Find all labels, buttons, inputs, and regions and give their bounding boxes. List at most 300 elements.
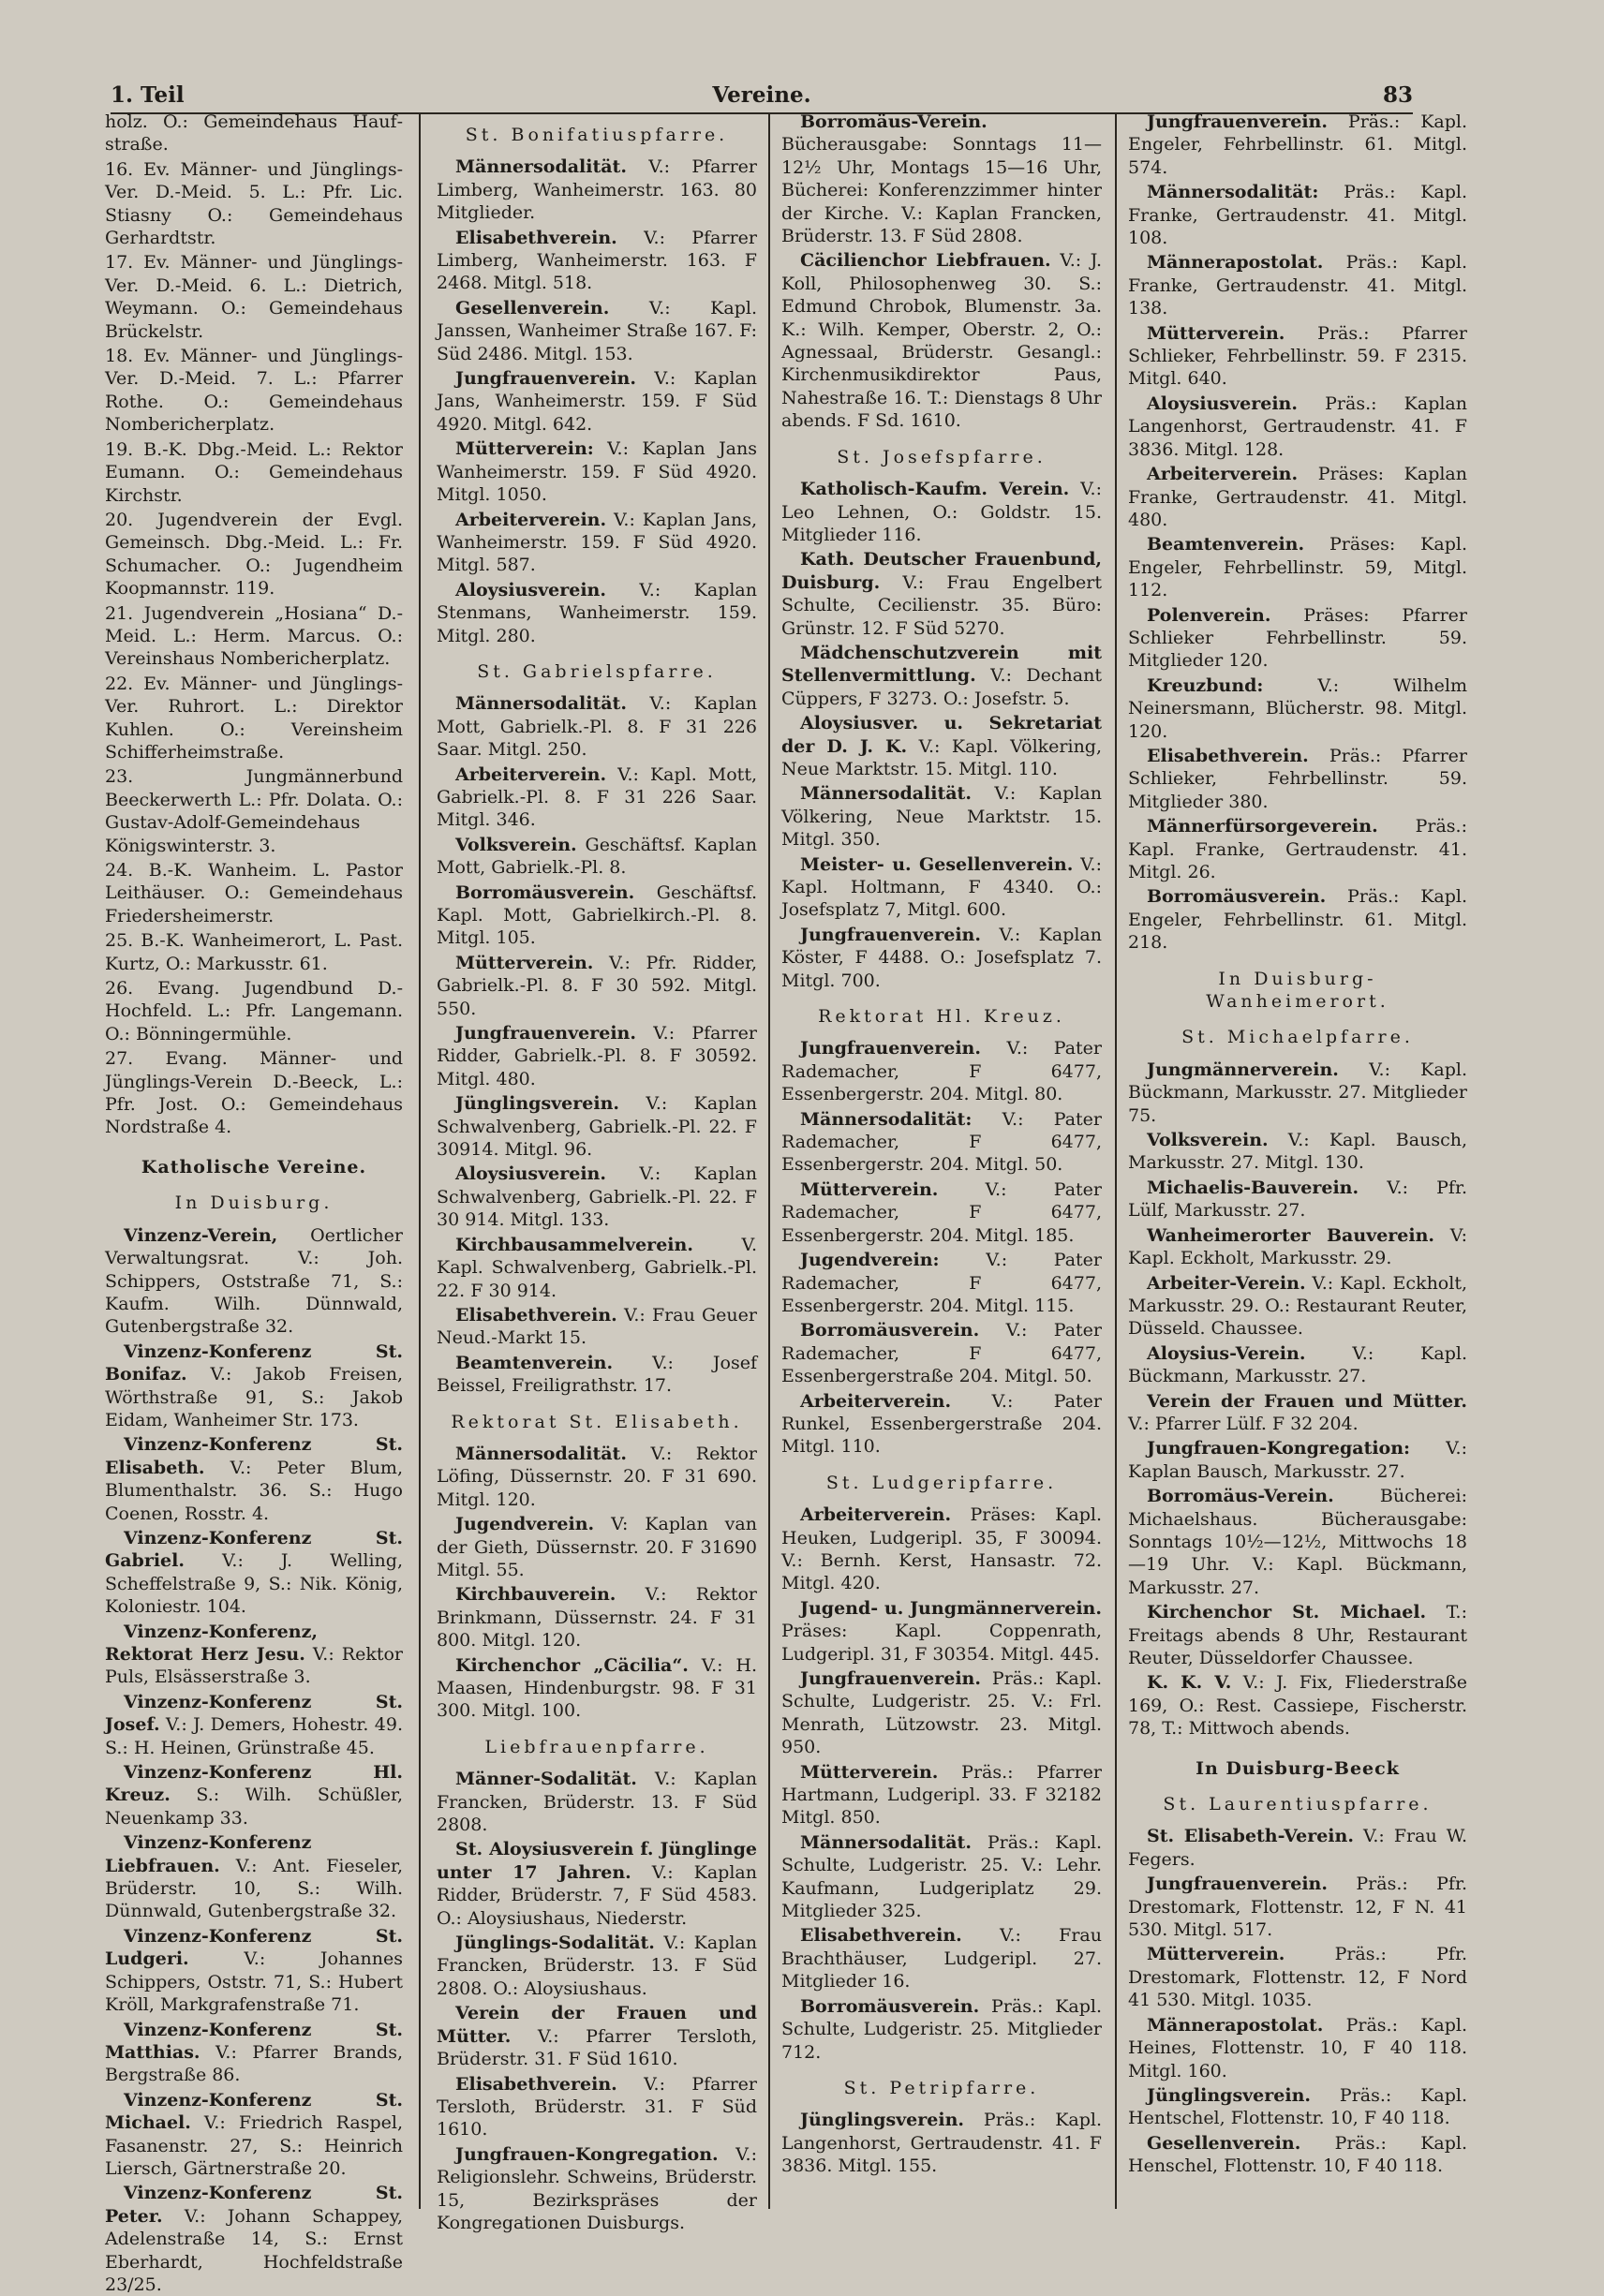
directory-entry	[1128, 533, 1467, 601]
entry-text: Liebfrauenpfarre.	[484, 1736, 709, 1757]
entry-name: Borromäusverein.	[800, 1995, 980, 2017]
entry-name: Vinzenz-Konferenz, Rektorat Herz Jesu.	[105, 1621, 318, 1665]
entry-text: 21. Jugendverein „Hosiana“ D.-Meid. L.: Herm. Marcus. O.: Vereinshaus Nombericherplatz.	[105, 602, 403, 670]
page-header	[111, 82, 1413, 114]
entry-text: V.: Kaplan Stenmans, Wanheimerstr. 159. Mitgl. 280.	[437, 579, 757, 646]
entry-text: V.: Pfarrer Ridder, Gabrielk.-Pl. 8. F 30592. Mitgl. 480.	[437, 1023, 757, 1089]
directory-entry	[781, 1037, 1102, 1105]
entry-text: V.: Jakob Freisen, Wörthstraße 91, S.: Jakob Eidam, Wanheimer Str. 173.	[105, 1364, 403, 1430]
entry-text: V.: J. Welling, Scheffelstraße 9, S.: Nik. König, Koloniestr. 104.	[105, 1550, 403, 1618]
entry-name: Männersodalität.	[800, 1831, 972, 1853]
entry-name: Arbeiterverein.	[800, 1390, 952, 1412]
entry-text: Oertlicher Verwaltungsrat. V.: Joh. Schippers, Oststraße 71, S.: Kaufm. Wilh. Dünnwald, Gutenbergstraße 32.	[105, 1224, 403, 1338]
directory-entry	[1128, 2132, 1467, 2178]
entry-text: St. Bonifatiuspfarre.	[465, 125, 729, 145]
entry-text: Präs.: Kapl. Franke, Gertraudenstr. 41. Mitgl. 26.	[1128, 816, 1467, 882]
entry-text: V.: Rektor Brinkmann, Düssernstr. 24. F 31 800. Mitgl. 120.	[437, 1584, 757, 1652]
directory-entry	[781, 478, 1102, 546]
column-divider	[419, 114, 421, 2209]
entry-text: V.: Pater Rademacher, F 6477, Essenbergerstr. 204. Mitgl. 80.	[781, 1038, 1102, 1105]
directory-entry	[105, 1527, 403, 1619]
entry-text: V.: Pfr. Lülf, Markusstr. 27.	[1128, 1177, 1467, 1222]
entry-text: V.: Kaplan Mott, Gabrielk.-Pl. 8. F 31 226 Saar. Mitgl. 250.	[437, 693, 757, 761]
section-heading	[781, 446, 1102, 468]
entry-text: Präs.: Pfarrer Hartmann, Ludgeripl. 33. F 32182 Mitgl. 850.	[781, 1761, 1102, 1829]
section-heading	[437, 660, 757, 683]
directory-entry	[1128, 251, 1467, 319]
entry-name: Aloysiusver. u. Sekretariat der D. J. K.	[781, 713, 1102, 757]
entry-text: St. Ludgeripfarre.	[825, 1472, 1058, 1493]
entry-name: Meister- u. Gesellenverein.	[800, 853, 1074, 875]
entry-text: Bücherei: Michaelshaus. Bücherausgabe: Sonntags 10½—12½, Mittwochs 18—19 Uhr. V.: Kapl. Bückmann, Markusstr. 27.	[1128, 1486, 1467, 1598]
entry-text: V.: Pater Rademacher, F 6477, Essenbergerstr. 204. Mitgl. 185.	[781, 1178, 1102, 1246]
entry-text: V.: Kaplan Köster, F 4488. O.: Josefsplatz 7. Mitgl. 700.	[781, 924, 1102, 991]
directory-entry	[1128, 885, 1467, 954]
directory-entry	[1128, 1943, 1467, 2011]
directory-entry	[105, 1433, 403, 1525]
directory-entry	[437, 1163, 757, 1231]
entry-text: Präs.: Kapl. Franke, Gertraudenstr. 41. Mitgl. 138.	[1128, 252, 1467, 319]
entry-text: V.: Frau Engelbert Schulte, Cecilienstr. 35. Büro: Grünstr. 12. F Süd 5270.	[781, 571, 1102, 639]
entry-text: holz. O.: Gemeindehaus Haufstraße.	[105, 111, 403, 156]
section-heading	[781, 2077, 1102, 2099]
entry-text: V.: Kapl. Bausch, Markusstr. 27. Mitgl. 130.	[1128, 1130, 1467, 1174]
directory-entry	[781, 1597, 1102, 1666]
entry-name: Jünglingsverein.	[1147, 2084, 1312, 2106]
directory-entry	[437, 1022, 757, 1090]
entry-text: 19. B.-K. Dbg.-Meid. L.: Rektor Eumann. O.: Gemeindehaus Kirchstr.	[105, 438, 403, 506]
entry-name: Mütterverein.	[1147, 322, 1285, 344]
directory-entry	[437, 227, 757, 295]
entry-name: Männersodalität.	[800, 783, 972, 805]
entry-text: V.: Josef Beissel, Freiligrathstr. 17.	[437, 1352, 757, 1397]
numbered-entry	[105, 111, 403, 156]
entry-name: Arbeiterverein.	[455, 763, 607, 785]
directory-entry	[1128, 393, 1467, 461]
column-2	[437, 111, 757, 2233]
entry-text: Präses: Kapl. Heuken, Ludgeripl. 35, F 30094. V.: Bernh. Kerst, Hansastr. 72. Mitgl. 420.	[781, 1504, 1102, 1594]
directory-entry	[437, 1513, 757, 1581]
entry-text: Präs.: Kapl. Schulte, Ludgeristr. 25. V.: Frl. Menrath, Lützowstr. 23. Mitgl. 950.	[781, 1668, 1102, 1758]
entry-text: Rektorat St. Elisabeth.	[451, 1411, 743, 1432]
entry-name: Vinzenz-Konferenz St. Michael.	[105, 2089, 403, 2134]
entry-text: V.: Pfr. Ridder, Gabrielk.-Pl. 8. F 30 592. Mitgl. 550.	[437, 952, 757, 1019]
entry-text: V.: H. Maasen, Hindenburgstr. 98. F 31 300. Mitgl. 100.	[437, 1654, 757, 1722]
entry-name: Gesellenverein.	[455, 297, 610, 318]
directory-entry	[105, 2182, 403, 2296]
entry-text: V.: Pfarrer Limberg, Wanheimerstr. 163. F 2468. Mitgl. 518.	[437, 227, 757, 294]
directory-entry	[781, 1178, 1102, 1247]
entry-name: Gesellenverein.	[1147, 2132, 1301, 2154]
entry-name: Kath. Deutscher Frauenbund, Duisburg.	[781, 549, 1102, 593]
page-number: 83	[1382, 82, 1413, 108]
directory-entry	[437, 509, 757, 577]
entry-name: Verein der Frauen und Mütter.	[437, 2003, 757, 2047]
entry-text: V: Kapl. Eckholt, Markusstr. 29.	[1128, 1224, 1467, 1269]
directory-entry	[105, 1341, 403, 1432]
entry-text: V.: Peter Blum, Blumenthalstr. 36. S.: Hugo Coenen, Rosstr. 4.	[105, 1457, 403, 1524]
entry-name: Mütterverein.	[455, 952, 594, 973]
directory-entry	[437, 1304, 757, 1350]
directory-entry	[105, 1925, 403, 2017]
directory-entry	[781, 1667, 1102, 1759]
entry-name: Arbeiterverein.	[455, 509, 607, 530]
directory-entry	[105, 1224, 403, 1339]
column-divider	[768, 114, 770, 2209]
directory-entry	[1128, 1177, 1467, 1222]
column-1	[105, 111, 403, 2295]
directory-entry	[1128, 322, 1467, 391]
entry-text: Bücherausgabe: Sonntags 11—12½ Uhr, Montags 15—16 Uhr, Bücherei: Konferenzzimmer hinter der Kirche. V.: Kaplan Francken, Brüderstr. 13. F Süd 2808.	[781, 134, 1102, 247]
entry-text: V.: Religionslehr. Schweins, Brüderstr. 15, Bezirkspräses der Kongregationen Duisburgs.	[437, 2143, 757, 2233]
entry-name: Beamtenverein.	[455, 1352, 614, 1373]
entry-text: Präs.: Kapl. Langenhorst, Gertraudenstr. 41. F 3836. Mitgl. 155.	[781, 2110, 1102, 2177]
entry-name: Männerfürsorgeverein.	[1147, 816, 1378, 837]
entry-name: Borromäus-Verein.	[800, 111, 988, 132]
entry-name: Kirchenchor „Cäcilia“.	[455, 1654, 689, 1676]
entry-text: Präs.: Pfarrer Schlieker, Fehrbellinstr. 59. F 2315. Mitgl. 640.	[1128, 322, 1467, 390]
entry-text: V.: J. Demers, Hohestr. 49. S.: H. Heinen, Grünstraße 45.	[105, 1714, 403, 1758]
directory-entry	[1128, 1601, 1467, 1669]
entry-text: St. Josefspfarre.	[837, 446, 1047, 467]
entry-name: Beamtenverein.	[1147, 534, 1305, 555]
entry-name: Vinzenz-Konferenz St. Matthias.	[105, 2019, 403, 2063]
entry-name: Jünglingsverein.	[800, 2110, 965, 2131]
part-label: 1. Teil	[111, 82, 185, 108]
directory-entry	[781, 1831, 1102, 1923]
directory-entry	[1128, 1224, 1467, 1270]
entry-name: Wanheimerorter Bauverein.	[1147, 1224, 1435, 1246]
section-heading	[437, 1736, 757, 1758]
entry-name: Elisabethverein.	[455, 2073, 617, 2095]
entry-text: V.: Pater Rademacher, F 6477, Essenbergerstr. 204. Mitgl. 115.	[781, 1250, 1102, 1316]
entry-text: Geschäftsf. Kapl. Mott, Gabrielkirch.-Pl. 8. Mitgl. 105.	[437, 881, 757, 949]
directory-entry	[437, 1583, 757, 1652]
entry-name: Arbeiter-Verein.	[1147, 1272, 1306, 1294]
directory-entry	[105, 2019, 403, 2087]
directory-entry	[1128, 1272, 1467, 1341]
entry-name: Vinzenz-Konferenz St. Bonifaz.	[105, 1341, 403, 1385]
entry-name: Jungfrauenverein.	[800, 1038, 981, 1059]
entry-text: 23. Jungmännerbund Beeckerwerth L.: Pfr. Dolata. O.: Gustav-Adolf-Gemeindehaus Königswinterstr. 3.	[105, 766, 403, 856]
directory-entry	[1128, 1059, 1467, 1127]
entry-text: V.: Pfarrer Limberg, Wanheimerstr. 163. 80 Mitglieder.	[437, 156, 757, 224]
directory-entry	[437, 367, 757, 436]
section-heading	[105, 1192, 403, 1214]
directory-entry	[437, 1768, 757, 1836]
entry-name: Vinzenz-Konferenz St. Gabriel.	[105, 1527, 403, 1572]
entry-name: Vinzenz-Konferenz St. Elisabeth.	[105, 1434, 403, 1478]
numbered-entry	[105, 158, 403, 250]
entry-name: Männersodalität.	[455, 156, 627, 178]
entry-text: Präs.: Kapl. Schulte, Ludgeristr. 25. V.: Lehr. Kaufmann, Ludgeriplatz 29. Mitglieder 325.	[781, 1831, 1102, 1922]
entry-name: Jugendverein:	[800, 1250, 940, 1271]
directory-entry	[1128, 745, 1467, 813]
entry-text: V.: Friedrich Raspel, Fasanenstr. 27, S.: Heinrich Liersch, Gärtnerstraße 20.	[105, 2112, 403, 2179]
directory-entry	[1128, 463, 1467, 531]
entry-name: Borromäusverein.	[1147, 886, 1327, 908]
directory-entry	[781, 111, 1102, 247]
directory-entry	[437, 579, 757, 647]
directory-entry	[1128, 1485, 1467, 1599]
entry-text: Präs.: Kapl. Schulte, Ludgeristr. 25. Mitglieder 712.	[781, 1995, 1102, 2063]
entry-name: Vinzenz-Konferenz St. Ludgeri.	[105, 1925, 403, 1970]
entry-text: V.: Pfarrer Lülf. F 32 204.	[1128, 1413, 1359, 1434]
entry-name: Männerapostolat.	[1147, 2014, 1324, 2036]
entry-name: Borromäusverein.	[800, 1320, 980, 1341]
entry-name: Männersodalität.	[455, 1443, 627, 1464]
directory-entry	[781, 853, 1102, 922]
entry-text: St. Petripfarre.	[843, 2077, 1040, 2098]
entry-text: V.: Johann Schappey, Adelenstraße 14, S.: Ernst Eberhardt, Hochfeldstraße 23/25.	[105, 2205, 403, 2295]
entry-name: Kreuzbund:	[1147, 674, 1264, 696]
entry-text: V. Kapl. Schwalvenberg, Gabrielk.-Pl. 22. F 30 914.	[437, 1234, 757, 1301]
entry-name: Jungfrauenverein.	[1147, 111, 1328, 132]
entry-name: Arbeiterverein.	[1147, 464, 1299, 485]
directory-entry	[1128, 1342, 1467, 1388]
directory-entry	[781, 1504, 1102, 1595]
entry-name: Vinzenz-Konferenz Hl. Kreuz.	[105, 1762, 403, 1806]
entry-name: Männersodalität:	[1147, 182, 1319, 203]
directory-entry	[437, 156, 757, 224]
numbered-entry	[105, 673, 403, 764]
entry-name: Jungfrauenverein.	[1147, 1874, 1328, 1895]
numbered-entry	[105, 602, 403, 671]
entry-text: V.: Kaplan Ridder, Brüderstr. 7, F Süd 4583. O.: Aloysiushaus, Niederstr.	[437, 1861, 757, 1929]
entry-name: Kirchbauverein.	[455, 1584, 616, 1606]
entry-name: Kirchenchor St. Michael.	[1147, 1602, 1427, 1623]
numbered-entry	[105, 977, 403, 1045]
entry-text: V.: Leo Lehnen, O.: Goldstr. 15. Mitglieder 116.	[781, 479, 1102, 545]
directory-entry	[437, 952, 757, 1020]
entry-name: Vinzenz-Verein,	[124, 1224, 278, 1246]
entry-name: Männersodalität:	[800, 1108, 973, 1130]
entry-text: V.: Kaplan Schwalvenberg, Gabrielk.-Pl. 22. F 30 914. Mitgl. 133.	[437, 1163, 757, 1231]
numbered-entry	[105, 509, 403, 600]
directory-entry	[1128, 674, 1467, 743]
entry-name: Männer-Sodalität.	[455, 1769, 637, 1790]
entry-name: Männerapostolat.	[1147, 252, 1324, 274]
entry-text: V.: Kapl. Janssen, Wanheimer Straße 167. F: Süd 2486. Mitgl. 153.	[437, 297, 757, 364]
entry-text: Präses: Kapl. Coppenrath, Ludgeripl. 31, F 30354. Mitgl. 445.	[781, 1621, 1102, 1665]
entry-text: V.: J. Fix, Fliederstraße 169, O.: Rest. Cassiepe, Fischerstr. 78, T.: Mittwoch abends.	[1128, 1672, 1468, 1740]
entry-text: 18. Ev. Männer- und Jünglings-Ver. D.-Meid. 7. L.: Pfarrer Rothe. O.: Gemeindehaus Nombericherplatz.	[105, 346, 403, 436]
entry-name: Borromäusverein.	[455, 881, 635, 903]
numbered-entry	[105, 859, 403, 927]
directory-entry	[781, 1249, 1102, 1317]
entry-text: V.: Pfarrer Tersloth, Brüderstr. 31. F Süd 1610.	[437, 2025, 757, 2070]
directory-entry	[437, 1234, 757, 1302]
directory-entry	[437, 2073, 757, 2141]
entry-text: St. Gabrielspfarre.	[477, 660, 717, 682]
entry-text: Präs.: Kapl. Hentschel, Flottenstr. 10, F 40 118.	[1128, 2084, 1467, 2129]
numbered-entry	[105, 1047, 403, 1139]
entry-text: Präs.: Pfr. Drestomark, Flottenstr. 12, F Nord 41 530. Mitgl. 1035.	[1128, 1944, 1467, 2011]
entry-text: V.: Kapl. Holtmann, F 4340. O.: Josefsplatz 7, Mitgl. 600.	[781, 853, 1102, 921]
entry-text: 16. Ev. Männer- und Jünglings-Ver. D.-Meid. 5. L.: Pfr. Lic. Stiasny O.: Gemeindehaus Gerhardtstr.	[105, 158, 403, 249]
entry-text: 26. Evang. Jugendbund D.-Hochfeld. L.: Pfr. Langemann. O.: Bönningermühle.	[105, 978, 403, 1044]
entry-text: V.: Kaplan Francken, Brüderstr. 13. F Süd 2808. O.: Aloysiushaus.	[437, 1933, 757, 1999]
entry-text: V.: Pater Runkel, Essenbergerstraße 204. Mitgl. 110.	[781, 1390, 1102, 1458]
entry-text: Rektorat Hl. Kreuz.	[818, 1006, 1065, 1028]
directory-entry	[437, 692, 757, 761]
entry-text: St. Michaelpfarre.	[1181, 1027, 1414, 1048]
directory-entry	[781, 1761, 1102, 1829]
entry-text: Geschäftsf. Kaplan Mott, Gabrielk.-Pl. 8.	[437, 834, 757, 879]
entry-text: Präs.: Kapl. Engeler, Fehrbellinstr. 61. Mitgl. 218.	[1128, 886, 1467, 954]
entry-name: Polenverein.	[1147, 604, 1271, 626]
entry-text: In Duisburg-Beeck	[1196, 1757, 1400, 1779]
directory-entry	[437, 1092, 757, 1161]
directory-entry	[781, 1995, 1102, 2064]
entry-text: V.: Kapl. Eckholt, Markusstr. 29. O.: Restaurant Reuter, Düsseld. Chaussee.	[1128, 1272, 1467, 1340]
entry-name: Volksverein.	[1147, 1130, 1269, 1151]
entry-text: T.: Freitags abends 8 Uhr, Restaurant Reuter, Düsseldorfer Chaussee.	[1128, 1602, 1467, 1668]
section-heading	[781, 1472, 1102, 1494]
entry-name: Jungfrauenverein.	[800, 924, 981, 945]
numbered-entry	[105, 929, 403, 975]
entry-text: Präs.: Kapl. Engeler, Fehrbellinstr. 61. Mitgl. 574.	[1128, 111, 1467, 178]
entry-text: V.: Pater Rademacher, F 6477, Essenbergerstr. 204. Mitgl. 50.	[781, 1108, 1102, 1176]
column-4	[1128, 111, 1467, 2209]
directory-entry	[437, 2002, 757, 2070]
directory-entry	[1128, 1437, 1467, 1483]
entry-text: V: Kaplan van der Gieth, Düssernstr. 20. F 31690 Mitgl. 55.	[437, 1514, 757, 1580]
numbered-entry	[105, 765, 403, 857]
entry-name: St. Aloysiusverein f. Jünglinge unter 17 Jahren.	[437, 1839, 757, 1883]
entry-name: K. K. V.	[1147, 1672, 1232, 1694]
entry-name: Jungfrauenverein.	[455, 368, 636, 390]
directory-entry	[437, 437, 757, 506]
directory-entry	[437, 1654, 757, 1723]
entry-text: Präs.: Kaplan Langenhorst, Gertraudenstr. 41. F 3836. Mitgl. 128.	[1128, 393, 1467, 460]
entry-name: Elisabethverein.	[455, 227, 617, 248]
directory-entry	[105, 2089, 403, 2181]
directory-entry	[1128, 111, 1467, 179]
entry-name: Aloysiusverein.	[455, 579, 606, 600]
entry-text: V.: Kaplan Völkering, Neue Marktstr. 15. Mitgl. 350.	[781, 783, 1102, 851]
directory-entry	[437, 834, 757, 880]
entry-text: V.: Kaplan Jans, Wanheimerstr. 159. F Süd 4920. Mitgl. 587.	[437, 509, 757, 576]
directory-entry	[1128, 1129, 1467, 1175]
directory-entry	[781, 1390, 1102, 1459]
directory-entry	[1128, 815, 1467, 883]
entry-text: V.: Kapl. Bückmann, Markusstr. 27.	[1128, 1342, 1467, 1387]
directory-entry	[1128, 1390, 1467, 1436]
entry-name: Jungfrauen-Kongregation:	[1147, 1438, 1411, 1459]
entry-name: Mütterverein.	[1147, 1944, 1285, 1965]
directory-entry	[781, 924, 1102, 992]
directory-entry	[105, 1691, 403, 1759]
entry-text: 17. Ev. Männer- und Jünglings-Ver. D.-Meid. 6. L.: Dietrich, Weymann. O.: Gemeindehaus Brückelstr.	[105, 252, 403, 342]
entry-name: Jungfrauenverein.	[455, 1023, 636, 1044]
entry-text: V.: Frau Brachthäuser, Ludgeripl. 27. Mitglieder 16.	[781, 1925, 1102, 1992]
entry-text: V.: Kapl. Bückmann, Markusstr. 27. Mitglieder 75.	[1128, 1059, 1467, 1126]
entry-text: V.: Pater Rademacher, F 6477, Essenbergerstraße 204. Mitgl. 50.	[781, 1320, 1102, 1387]
entry-text: 24. B.-K. Wanheim. L. Pastor Leithäuser. O.: Gemeindehaus Friedersheimerstr.	[105, 860, 403, 926]
section-heading	[1128, 1757, 1467, 1780]
entry-text: V.: Kaplan Jans Wanheimerstr. 159. F Süd 4920. Mitgl. 1050.	[437, 438, 757, 506]
entry-name: Elisabethverein.	[800, 1925, 962, 1947]
entry-text: 22. Ev. Männer- und Jünglings-Ver. Ruhrort. L.: Direktor Kuhlen. O.: Vereinsheim Schifferheimstraße.	[105, 673, 403, 763]
entry-text: Präses: Pfarrer Schlieker Fehrbellinstr. 59. Mitglieder 120.	[1128, 604, 1467, 672]
section-heading	[1128, 1793, 1467, 1815]
entry-name: Vinzenz-Konferenz St. Peter.	[105, 2183, 403, 2227]
entry-text: 27. Evang. Männer- und Jünglings-Verein D.-Beeck, L.: Pfr. Jost. O.: Gemeindehaus Nordstraße 4.	[105, 1048, 403, 1138]
directory-entry	[437, 1352, 757, 1398]
entry-name: Katholisch-Kaufm. Verein.	[800, 479, 1070, 500]
directory-entry	[105, 1761, 403, 1829]
entry-name: Volksverein.	[455, 834, 577, 855]
numbered-entry	[105, 438, 403, 507]
directory-entry	[781, 1319, 1102, 1387]
directory-entry	[437, 1932, 757, 2000]
entry-name: Mütterverein:	[455, 438, 594, 460]
entry-name: Jünglingsverein.	[455, 1093, 620, 1115]
entry-text: In Duisburg-Wanheimerort.	[1206, 968, 1389, 1013]
entry-text: V.: Kapl. Völkering, Neue Marktstr. 15. Mitgl. 110.	[781, 735, 1103, 779]
entry-name: Mädchenschutzverein mit Stellenvermittlung.	[781, 642, 1102, 687]
entry-name: Jungfrauenverein.	[800, 1668, 981, 1689]
directory-entry	[781, 548, 1102, 640]
entry-name: Aloysius-Verein.	[1147, 1342, 1306, 1364]
entry-text: V.: Johannes Schippers, Oststr. 71, S.: Hubert Kröll, Markgrafenstraße 71.	[105, 1948, 403, 2016]
section-heading	[437, 1411, 757, 1433]
entry-name: Elisabethverein.	[1147, 745, 1309, 766]
section-heading	[105, 1156, 403, 1178]
entry-name: Kirchbausammelverein.	[455, 1234, 693, 1255]
section-heading	[781, 1005, 1102, 1028]
directory-entry	[437, 297, 757, 365]
numbered-entry	[105, 251, 403, 343]
entry-name: Jugendverein.	[455, 1514, 595, 1535]
column-divider	[1115, 114, 1117, 2209]
entry-text: In Duisburg.	[174, 1192, 334, 1214]
entry-text: V.: Kaplan Schwalvenberg, Gabrielk.-Pl. 22. F 30914. Mitgl. 96.	[437, 1093, 757, 1161]
entry-name: Michaelis-Bauverein.	[1147, 1177, 1359, 1198]
numbered-entry	[105, 345, 403, 437]
entry-name: Elisabethverein.	[455, 1304, 617, 1326]
entry-text: V.: Wilhelm Neinersmann, Blücherstr. 98. Mitgl. 120.	[1128, 674, 1467, 742]
section-heading	[1128, 1026, 1467, 1048]
entry-text: Präs.: Pfarrer Schlieker, Fehrbellinstr. 59. Mitglieder 380.	[1128, 745, 1467, 812]
directory-entry	[437, 881, 757, 950]
entry-text: V.: Pfarrer Brands, Bergstraße 86.	[105, 2041, 403, 2086]
entry-text: V.: Frau Geuer Neud.-Markt 15.	[437, 1304, 757, 1349]
entry-text: 25. B.-K. Wanheimerort, L. Past. Kurtz, O.: Markusstr. 61.	[105, 930, 403, 974]
section-heading	[437, 124, 757, 146]
entry-text: V.: Rektor Löfing, Düssernstr. 20. F 31 690. Mitgl. 120.	[437, 1443, 757, 1510]
directory-entry	[1128, 181, 1467, 249]
directory-entry	[437, 763, 757, 832]
directory-entry	[1128, 1671, 1467, 1740]
entry-text: St. Laurentiuspfarre.	[1163, 1794, 1433, 1815]
directory-entry	[781, 249, 1102, 432]
directory-entry	[105, 1831, 403, 1923]
directory-entry	[437, 2143, 757, 2235]
entry-text: V.: J. Koll, Philosophenweg 30. S.: Edmund Chrobok, Blumenstr. 3a. K.: Wilh. Kemper, Oberstr. 2, O.: Agnessaal, Brüderstr. Gesangl.: Kirchenmusikdirektor Paus, Nahestraße 16. T.: Dienstags 8 Uhr abends. F Sd. 1610.	[781, 250, 1102, 432]
entry-text: V.: Dechant Cüppers, F 3273. O.: Josefstr. 5.	[781, 665, 1102, 709]
entry-text: V.: Kaplan Bausch, Markusstr. 27.	[1128, 1438, 1467, 1482]
entry-name: Borromäus-Verein.	[1147, 1486, 1334, 1507]
entry-name: Jungfrauen-Kongregation.	[455, 2143, 719, 2165]
entry-name: Mütterverein.	[800, 1761, 939, 1783]
directory-entry	[781, 782, 1102, 851]
entry-text: V.: Kaplan Francken, Brüderstr. 13. F Süd 2808.	[437, 1769, 757, 1836]
directory-entry	[437, 1838, 757, 1930]
entry-name: Vinzenz-Konferenz Liebfrauen.	[105, 1832, 312, 1876]
entry-name: Jungmännerverein.	[1147, 1059, 1339, 1080]
